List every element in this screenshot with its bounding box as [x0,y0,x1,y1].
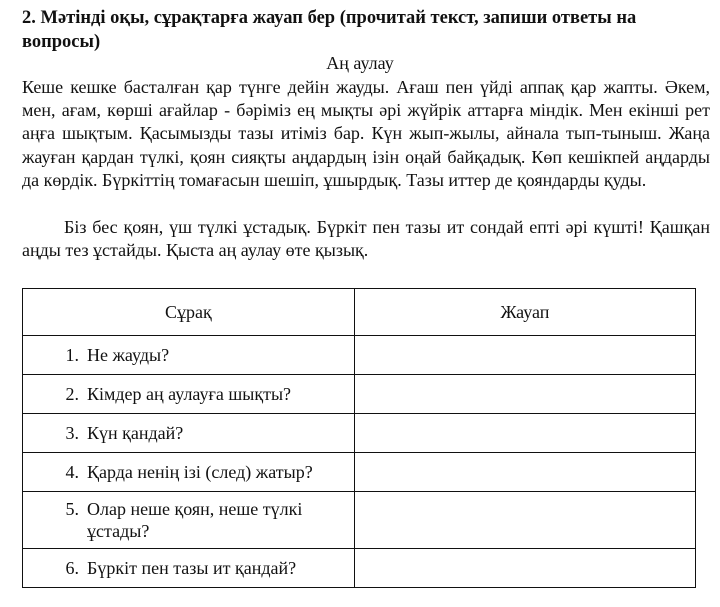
answer-cell[interactable] [354,414,695,453]
table-row [23,492,696,549]
answer-column-header: Жауап [354,289,695,336]
answer-cell[interactable] [354,549,695,588]
answer-cell[interactable] [354,492,695,549]
table-row [23,453,696,492]
question-number: 6. [65,558,79,578]
question-text: Кімдер аң аулауға шықты? [87,384,292,404]
table-row [23,549,696,588]
question-number: 2. [65,384,79,404]
text-paragraph-1: Кеше кешке басталған қар түнге дейін жауды. Ағаш пен үйді аппақ қар жапты. Әкем, мен, ағам, көрші ағайлар - бәріміз ең мықты әрі жүйрік аттарға міндік. Мен екінші рет аңға шықтым. Қасымызды тазы итіміз бар. Күн жып-жылы, айнала тып-тыныш. Жаңа жауған қардан түлкі, қоян сияқты аңдардың ізін оңай байқадық. Көп кешікпей аңдарды да көрдік. Бүркіттің томағасын шешіп, ұшырдық. Тазы иттер де қояндарды қуды. [22,77,710,190]
answer-cell[interactable] [354,375,695,414]
table-header-row [23,289,696,336]
question-text: Олар неше қоян, неше түлкі ұстады? [87,499,303,541]
question-number: 5. [65,499,79,519]
task-heading: 2. Мәтінді оқы, сұрақтарға жауап бер (прочитай текст, запиши ответы на вопросы) [22,8,637,52]
question-text: Қарда ненің ізі (след) жатыр? [87,462,313,482]
question-number: 3. [65,423,79,443]
question-answer-table [22,288,696,588]
table-row [23,336,696,375]
question-text: Не жауды? [87,345,170,365]
answer-cell[interactable] [354,336,695,375]
question-text: Күн қандай? [87,423,184,443]
question-number: 4. [65,462,79,482]
text-title: Аң аулау [326,53,394,73]
question-column-header: Сұрақ [23,289,355,336]
table-row [23,414,696,453]
question-number: 1. [65,345,79,365]
table-row [23,375,696,414]
answer-cell[interactable] [354,453,695,492]
question-text: Бүркіт пен тазы ит қандай? [87,558,297,578]
text-paragraph-2: Біз бес қоян, үш түлкі ұстадық. Бүркіт пен тазы ит сондай епті әрі күшті! Қашқан аңды тез ұстайды. Қыста аң аулау өте қызық. [22,217,710,261]
